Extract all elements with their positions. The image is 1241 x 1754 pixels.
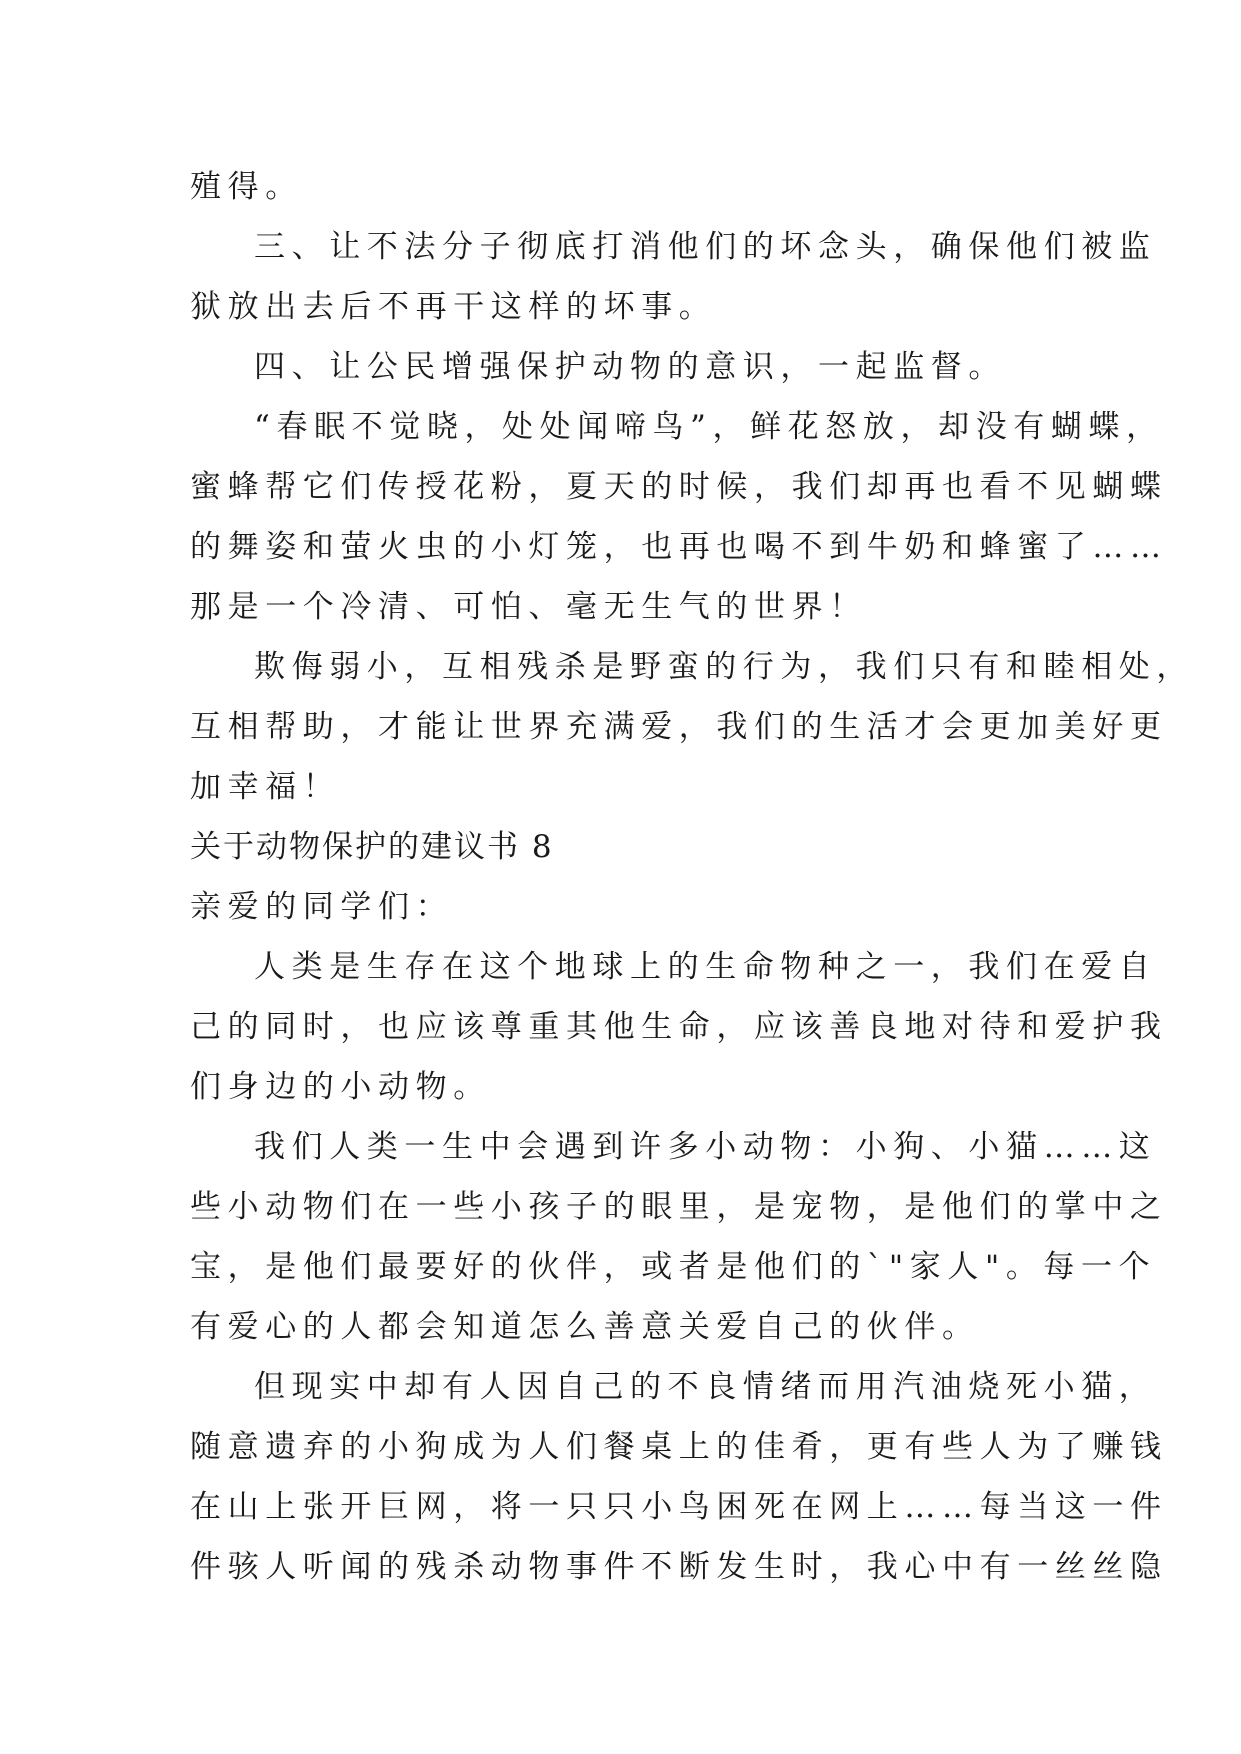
text-line: 人类是生存在这个地球上的生命物种之一，我们在爱自 xyxy=(254,949,1157,985)
text-line: 蜜蜂帮它们传授花粉，夏天的时候，我们却再也看不见蝴蝶 xyxy=(190,469,1168,505)
text-line: 三、让不法分子彻底打消他们的坏念头，确保他们被监 xyxy=(254,229,1157,265)
text-line: 欺侮弱小，互相残杀是野蛮的行为，我们只有和睦相处， xyxy=(254,649,1194,685)
text-line: 互相帮助，才能让世界充满爱，我们的生活才会更加美好更 xyxy=(190,709,1168,745)
text-line: 宝，是他们最要好的伙伴，或者是他们的`"家人"。每一个 xyxy=(190,1249,1157,1285)
text-line: 那是一个冷清、可怕、毫无生气的世界！ xyxy=(190,589,867,625)
text-line: 些小动物们在一些小孩子的眼里，是宠物，是他们的掌中之 xyxy=(190,1189,1168,1225)
text-line: 但现实中却有人因自己的不良情绪而用汽油烧死小猫， xyxy=(254,1369,1157,1405)
text-line: 我们人类一生中会遇到许多小动物：小狗、小猫……这 xyxy=(254,1129,1157,1165)
text-line: 加幸福！ xyxy=(190,769,341,805)
text-line: “春眠不觉晓，处处闻啼鸟”，鲜花怒放，却没有蝴蝶， xyxy=(254,409,1164,445)
text-line: 四、让公民增强保护动物的意识，一起监督。 xyxy=(254,349,1006,385)
salutation: 亲爱的同学们： xyxy=(190,889,454,925)
text-line: 己的同时，也应该尊重其他生命，应该善良地对待和爱护我 xyxy=(190,1009,1168,1045)
text-line: 们身边的小动物。 xyxy=(190,1069,491,1105)
text-line: 殖得。 xyxy=(190,169,303,205)
text-line: 的舞姿和萤火虫的小灯笼，也再也喝不到牛奶和蜂蜜了…… xyxy=(190,529,1168,565)
document-page xyxy=(190,157,1194,1597)
text-line: 在山上张开巨网，将一只只小鸟困死在网上……每当这一件 xyxy=(190,1489,1168,1525)
text-line: 件骇人听闻的残杀动物事件不断发生时，我心中有一丝丝隐 xyxy=(190,1549,1168,1585)
text-line: 随意遗弃的小狗成为人们餐桌上的佳肴，更有些人为了赚钱 xyxy=(190,1429,1168,1465)
section-title: 关于动物保护的建议书 8 xyxy=(190,829,554,865)
text-line: 狱放出去后不再干这样的坏事。 xyxy=(190,289,717,325)
text-line: 有爱心的人都会知道怎么善意关爱自己的伙伴。 xyxy=(190,1309,980,1345)
